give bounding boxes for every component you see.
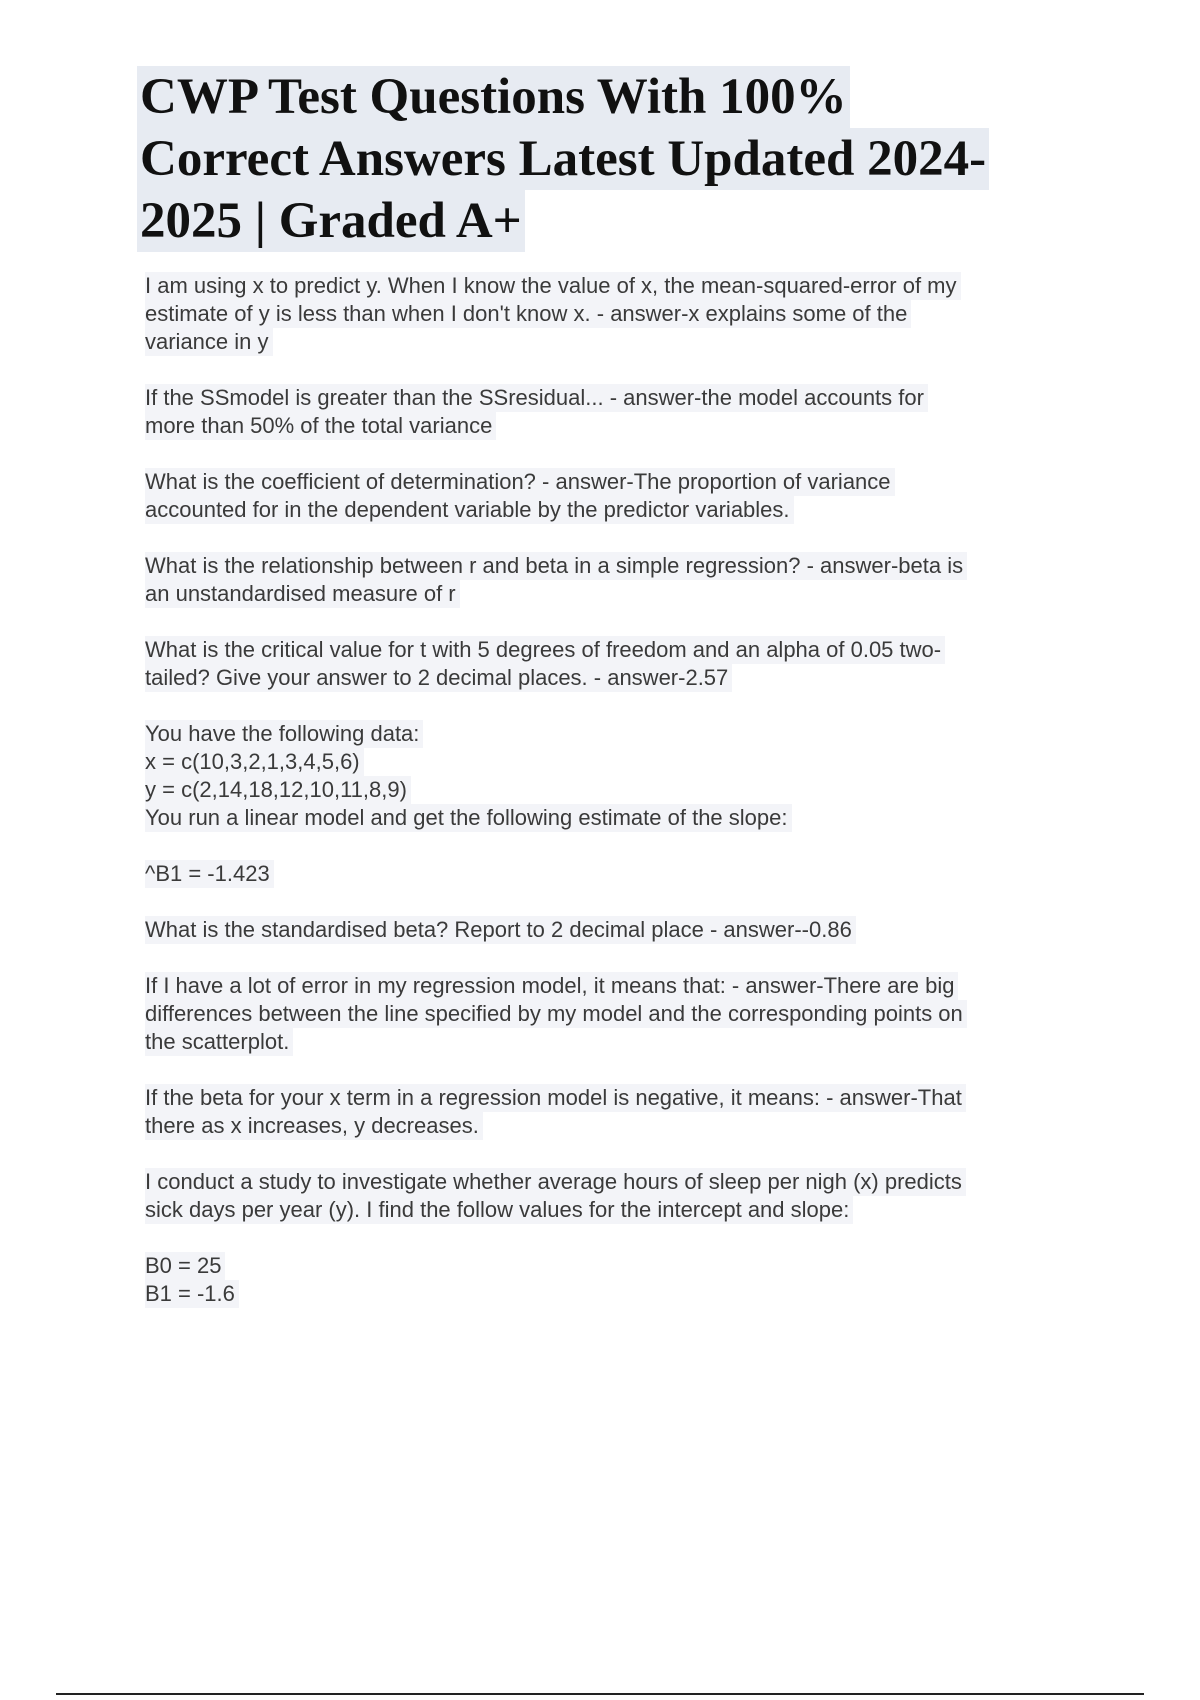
- question-paragraph: [145, 552, 1065, 608]
- text-line: If the beta for your x term in a regression model is negative, it means: - answer-That: [145, 1084, 966, 1112]
- text-line: What is the relationship between r and beta in a simple regression? - answer-beta is: [145, 552, 967, 580]
- title-row: [137, 66, 1087, 128]
- text-line: What is the critical value for t with 5 degrees of freedom and an alpha of 0.05 two-: [145, 636, 945, 664]
- question-paragraph: [145, 272, 1065, 356]
- text-line: there as x increases, y decreases.: [145, 1112, 483, 1140]
- text-line: y = c(2,14,18,12,10,11,8,9): [145, 776, 411, 804]
- text-line: I conduct a study to investigate whether average hours of sleep per nigh (x) predicts: [145, 1168, 966, 1196]
- document-title: [137, 66, 1087, 252]
- text-line: the scatterplot.: [145, 1028, 293, 1056]
- question-paragraph: [145, 860, 1065, 888]
- question-paragraph: [145, 1084, 1065, 1140]
- text-line: If I have a lot of error in my regression model, it means that: - answer-There are big: [145, 972, 958, 1000]
- text-line: x = c(10,3,2,1,3,4,5,6): [145, 748, 364, 776]
- text-line: ^B1 = -1.423: [145, 860, 274, 888]
- question-paragraph: [145, 636, 1065, 692]
- text-line: differences between the line specified by my model and the corresponding points on: [145, 1000, 967, 1028]
- text-line: What is the standardised beta? Report to 2 decimal place - answer--0.86: [145, 916, 856, 944]
- text-line: accounted for in the dependent variable by the predictor variables.: [145, 496, 794, 524]
- text-line: You have the following data:: [145, 720, 423, 748]
- text-line: an unstandardised measure of r: [145, 580, 460, 608]
- text-line: B1 = -1.6: [145, 1280, 239, 1308]
- text-line: You run a linear model and get the following estimate of the slope:: [145, 804, 792, 832]
- text-line: What is the coefficient of determination? - answer-The proportion of variance: [145, 468, 895, 496]
- text-line: I am using x to predict y. When I know the value of x, the mean-squared-error of my: [145, 272, 961, 300]
- text-line: tailed? Give your answer to 2 decimal places. - answer-2.57: [145, 664, 732, 692]
- title-line: Correct Answers Latest Updated 2024-: [137, 128, 989, 190]
- text-line: estimate of y is less than when I don't know x. - answer-x explains some of the: [145, 300, 911, 328]
- footer-divider: [56, 1693, 1144, 1695]
- question-paragraph: [145, 916, 1065, 944]
- title-row: [137, 128, 1087, 190]
- question-paragraph: [145, 384, 1065, 440]
- question-paragraph: [145, 1168, 1065, 1224]
- text-line: If the SSmodel is greater than the SSresidual... - answer-the model accounts for: [145, 384, 928, 412]
- title-line: 2025 | Graded A+: [137, 190, 525, 252]
- text-line: B0 = 25: [145, 1252, 225, 1280]
- text-line: more than 50% of the total variance: [145, 412, 496, 440]
- question-paragraph: [145, 720, 1065, 832]
- title-row: [137, 190, 1087, 252]
- question-paragraph: [145, 468, 1065, 524]
- text-line: variance in y: [145, 328, 273, 356]
- title-line: CWP Test Questions With 100%: [137, 66, 850, 128]
- text-line: sick days per year (y). I find the follow values for the intercept and slope:: [145, 1196, 853, 1224]
- question-paragraph: [145, 972, 1065, 1056]
- question-paragraph: [145, 1252, 1065, 1308]
- document-body: [145, 272, 1065, 1336]
